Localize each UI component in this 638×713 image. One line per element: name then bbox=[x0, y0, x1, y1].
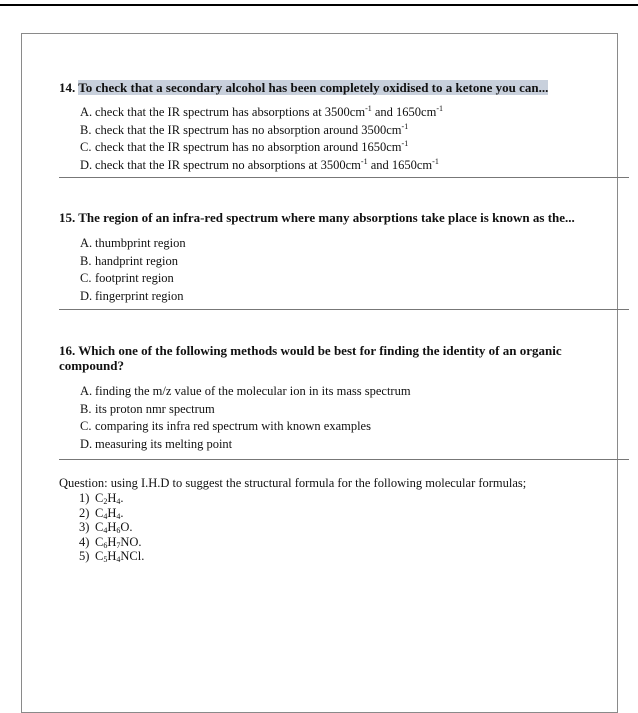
question-14-options bbox=[59, 104, 615, 174]
option-letter: D. bbox=[80, 288, 93, 303]
option-text: check that the IR spectrum has no absorption around 3500cm bbox=[95, 122, 402, 137]
subscript: 4 bbox=[116, 555, 121, 564]
option-15-c[interactable] bbox=[59, 270, 615, 288]
formula-text: C bbox=[95, 491, 104, 505]
option-text: its proton nmr spectrum bbox=[95, 401, 215, 416]
question-15-title bbox=[59, 210, 615, 225]
subscript: 4 bbox=[103, 511, 108, 521]
subscript: 2 bbox=[103, 497, 108, 506]
subscript: 4 bbox=[103, 526, 108, 535]
option-16-b[interactable] bbox=[59, 401, 615, 419]
formula-text: H bbox=[107, 549, 117, 563]
formula-text: H bbox=[107, 520, 117, 534]
question-16-options bbox=[59, 383, 615, 453]
option-text: check that the IR spectrum has absorptions at 3500cm bbox=[95, 105, 366, 119]
question-16 bbox=[59, 343, 615, 453]
option-14-b[interactable] bbox=[59, 122, 615, 140]
question-14 bbox=[59, 80, 615, 174]
option-letter: A. bbox=[80, 384, 93, 398]
formula-text: C bbox=[95, 534, 104, 549]
option-15-d[interactable] bbox=[59, 288, 615, 306]
superscript: -1 bbox=[432, 156, 439, 166]
separator-line bbox=[59, 177, 629, 178]
option-letter: C. bbox=[80, 271, 92, 285]
option-letter: A. bbox=[80, 236, 93, 250]
option-16-a[interactable] bbox=[59, 383, 615, 401]
option-text: check that the IR spectrum has no absorption around 1650cm bbox=[95, 140, 402, 154]
option-text: thumbprint region bbox=[95, 236, 186, 250]
question-16-number: 16. bbox=[59, 343, 76, 358]
structural-formula-question-text: Question: using I.H.D to suggest the structural formula for the following molecular formulas; bbox=[59, 476, 527, 490]
option-text: handprint region bbox=[95, 253, 178, 268]
option-14-c[interactable] bbox=[59, 139, 615, 157]
option-letter: D. bbox=[80, 436, 93, 451]
subscript: 4 bbox=[116, 497, 121, 506]
option-letter: A. bbox=[80, 105, 93, 119]
option-letter: B. bbox=[80, 253, 92, 268]
question-14-title bbox=[59, 80, 615, 95]
option-text: measuring its melting point bbox=[95, 436, 233, 451]
option-letter: B. bbox=[80, 122, 92, 137]
molecular-formula-list bbox=[59, 491, 615, 564]
formula-item-3 bbox=[59, 520, 615, 535]
formula-item-2 bbox=[59, 506, 615, 521]
item-number: 5) bbox=[79, 549, 90, 563]
item-number: 1) bbox=[79, 491, 90, 505]
top-rule bbox=[0, 4, 638, 6]
subscript: 7 bbox=[116, 540, 121, 550]
question-15-options bbox=[59, 235, 615, 305]
formula-item-4 bbox=[59, 535, 615, 550]
superscript: -1 bbox=[401, 121, 409, 131]
subscript: 5 bbox=[103, 555, 108, 564]
formula-item-5 bbox=[59, 549, 615, 564]
formula-text: C bbox=[95, 505, 104, 520]
question-16-text: Which one of the following methods would be best for finding the identity of an organic compound? bbox=[59, 343, 562, 373]
formula-text: . bbox=[120, 505, 124, 520]
option-text: fingerprint region bbox=[95, 288, 184, 303]
option-letter: C. bbox=[80, 140, 92, 154]
subscript: 6 bbox=[116, 526, 121, 535]
option-text: and 1650cm bbox=[367, 157, 433, 172]
option-text: finding the m/z value of the molecular ion in its mass spectrum bbox=[95, 384, 411, 398]
superscript: -1 bbox=[436, 104, 443, 113]
option-text: and 1650cm bbox=[371, 105, 437, 119]
document-page bbox=[21, 33, 618, 713]
superscript: -1 bbox=[365, 104, 372, 113]
question-15 bbox=[59, 210, 615, 305]
formula-text: NO. bbox=[120, 534, 142, 549]
option-16-d[interactable] bbox=[59, 436, 615, 454]
formula-text: NCl. bbox=[120, 549, 145, 563]
formula-text: H bbox=[107, 491, 117, 505]
option-letter: D. bbox=[80, 157, 93, 172]
superscript: -1 bbox=[360, 156, 368, 166]
option-16-c[interactable] bbox=[59, 418, 615, 436]
subscript: 6 bbox=[103, 540, 108, 550]
formula-text: C bbox=[95, 520, 104, 534]
question-16-title bbox=[59, 343, 579, 373]
superscript: -1 bbox=[401, 139, 409, 148]
formula-item-1 bbox=[59, 491, 615, 506]
formula-text: H bbox=[107, 505, 117, 520]
option-letter: B. bbox=[80, 401, 92, 416]
structural-formula-question bbox=[59, 475, 615, 564]
option-text: footprint region bbox=[95, 271, 174, 285]
formula-text: . bbox=[120, 491, 124, 505]
subscript: 4 bbox=[116, 511, 121, 521]
option-text: comparing its infra red spectrum with known examples bbox=[95, 419, 371, 433]
item-number: 4) bbox=[79, 534, 90, 549]
option-letter: C. bbox=[80, 419, 92, 433]
formula-text: H bbox=[107, 534, 117, 549]
question-14-text: To check that a secondary alcohol has been completely oxidised to a ketone you can... bbox=[78, 80, 549, 95]
option-14-a[interactable] bbox=[59, 104, 615, 122]
option-15-a[interactable] bbox=[59, 235, 615, 253]
separator-line bbox=[59, 309, 629, 310]
formula-text: O. bbox=[120, 520, 133, 534]
option-15-b[interactable] bbox=[59, 253, 615, 271]
question-15-number: 15. bbox=[59, 210, 76, 225]
item-number: 2) bbox=[79, 505, 90, 520]
option-14-d[interactable] bbox=[59, 157, 615, 175]
question-15-text: The region of an infra-red spectrum where many absorptions take place is known as the... bbox=[78, 210, 575, 225]
question-14-number: 14. bbox=[59, 80, 76, 95]
separator-line bbox=[59, 459, 629, 460]
option-text: check that the IR spectrum no absorptions at 3500cm bbox=[95, 157, 361, 172]
item-number: 3) bbox=[79, 520, 90, 534]
formula-text: C bbox=[95, 549, 104, 563]
